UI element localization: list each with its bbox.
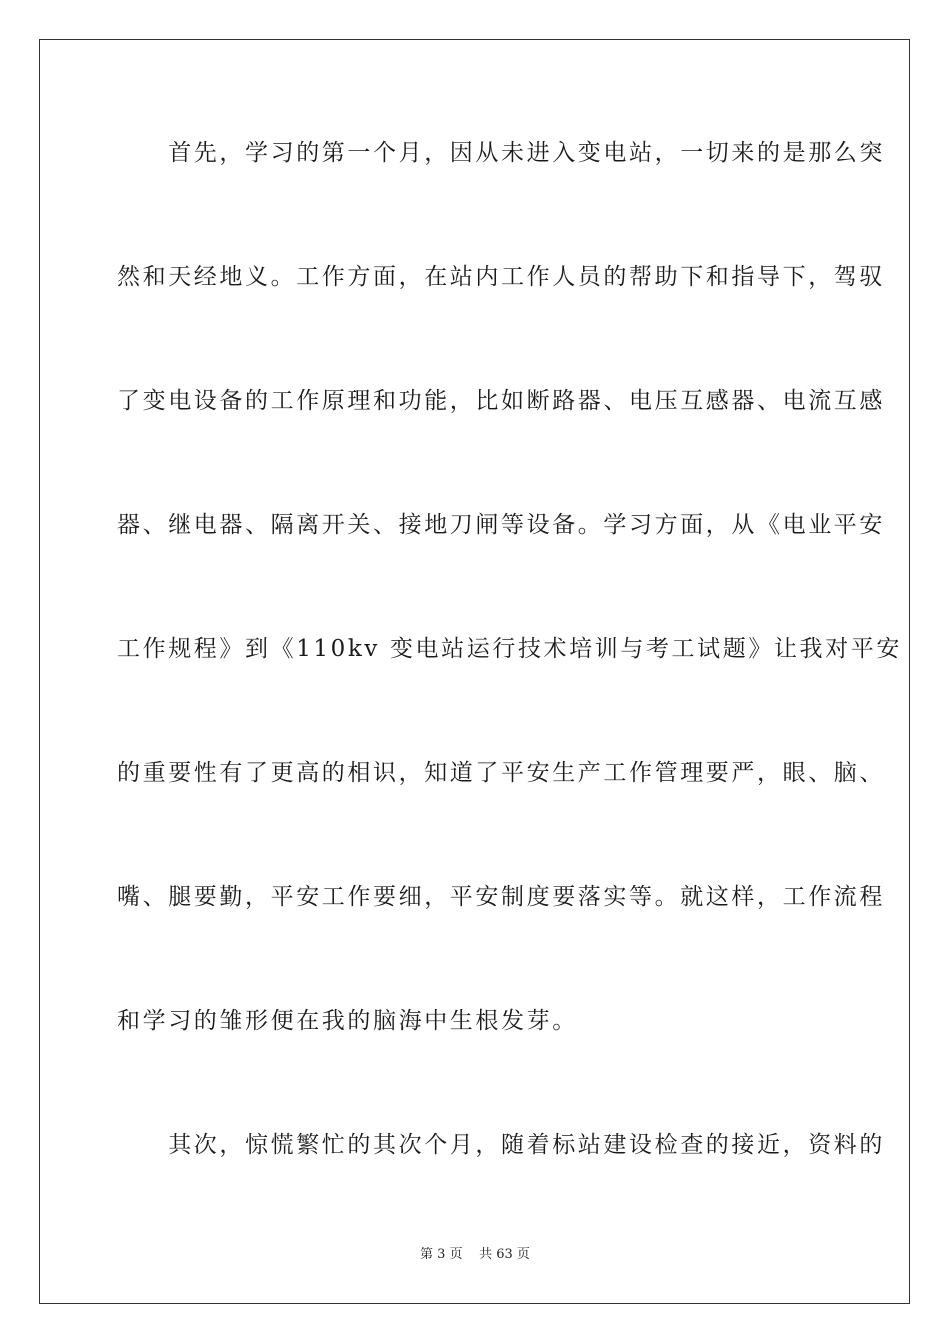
body-text-line: 的重要性有了更高的相识，知道了平安生产工作管理要严，眼、脑、: [117, 760, 885, 786]
body-text-line: 了变电设备的工作原理和功能，比如断路器、电压互感器、电流互感: [117, 388, 885, 414]
page-number: 第 3 页: [420, 1247, 463, 1262]
body-text-line: 嘴、腿要勤，平安工作要细，平安制度要落实等。就这样，工作流程: [117, 884, 885, 910]
body-text-line: 然和天经地义。工作方面，在站内工作人员的帮助下和指导下，驾驭: [117, 264, 885, 290]
body-text-line: 首先，学习的第一个月，因从未进入变电站，一切来的是那么突: [117, 140, 885, 166]
page-border: [39, 39, 910, 1304]
page-total: 共 63 页: [479, 1247, 530, 1262]
body-text-line: 其次，惊慌繁忙的其次个月，随着标站建设检查的接近，资料的: [117, 1132, 885, 1158]
body-text-line: 器、继电器、隔离开关、接地刀闸等设备。学习方面，从《电业平安: [117, 512, 885, 538]
body-text-line: 工作规程》到《110kv 变电站运行技术培训与考工试题》让我对平安: [117, 636, 902, 662]
page-footer: [0, 1246, 950, 1264]
body-text-line: 和学习的雏形便在我的脑海中生根发芽。: [117, 1008, 578, 1034]
